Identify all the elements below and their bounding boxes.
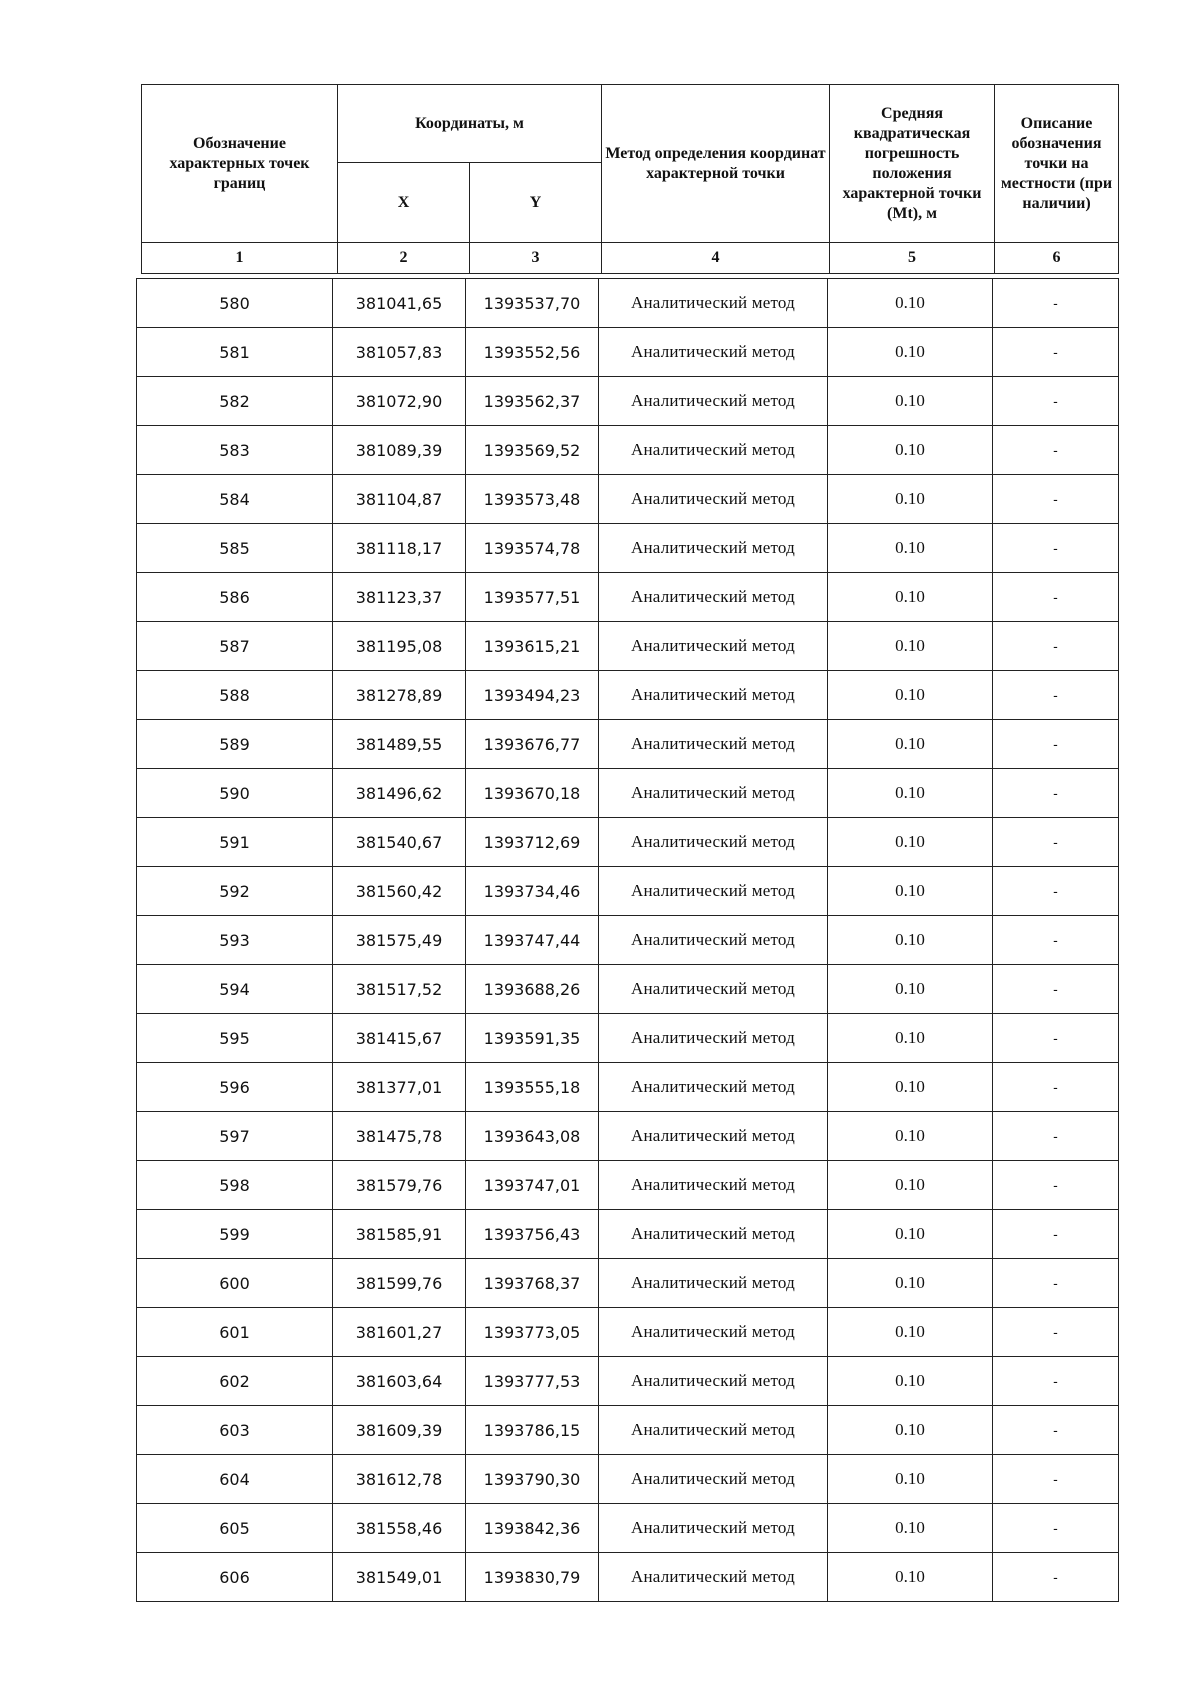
point-number: 581 bbox=[137, 328, 333, 377]
table-row bbox=[137, 279, 1119, 328]
error-value: 0.10 bbox=[828, 1455, 993, 1504]
description-cell: - bbox=[993, 1112, 1119, 1161]
method-cell: Аналитический метод bbox=[599, 573, 828, 622]
x-coordinate: 381558,46 bbox=[333, 1504, 466, 1553]
method-cell: Аналитический метод bbox=[599, 1308, 828, 1357]
x-coordinate: 381118,17 bbox=[333, 524, 466, 573]
error-value: 0.10 bbox=[828, 328, 993, 377]
y-coordinate: 1393494,23 bbox=[466, 671, 599, 720]
header-point-designation: Обозначение характерных точек границ bbox=[142, 85, 338, 243]
x-coordinate: 381575,49 bbox=[333, 916, 466, 965]
method-cell: Аналитический метод bbox=[599, 1553, 828, 1602]
point-number: 604 bbox=[137, 1455, 333, 1504]
description-cell: - bbox=[993, 1161, 1119, 1210]
table-row bbox=[137, 769, 1119, 818]
method-cell: Аналитический метод bbox=[599, 1259, 828, 1308]
table-row bbox=[137, 916, 1119, 965]
point-number: 590 bbox=[137, 769, 333, 818]
point-number: 587 bbox=[137, 622, 333, 671]
x-coordinate: 381278,89 bbox=[333, 671, 466, 720]
description-cell: - bbox=[993, 1259, 1119, 1308]
y-coordinate: 1393842,36 bbox=[466, 1504, 599, 1553]
point-number: 600 bbox=[137, 1259, 333, 1308]
description-cell: - bbox=[993, 1504, 1119, 1553]
table-row bbox=[137, 1308, 1119, 1357]
y-coordinate: 1393786,15 bbox=[466, 1406, 599, 1455]
y-coordinate: 1393591,35 bbox=[466, 1014, 599, 1063]
method-cell: Аналитический метод bbox=[599, 1504, 828, 1553]
x-coordinate: 381496,62 bbox=[333, 769, 466, 818]
point-number: 585 bbox=[137, 524, 333, 573]
description-cell: - bbox=[993, 1553, 1119, 1602]
x-coordinate: 381057,83 bbox=[333, 328, 466, 377]
method-cell: Аналитический метод bbox=[599, 1210, 828, 1259]
description-cell: - bbox=[993, 1406, 1119, 1455]
point-number: 603 bbox=[137, 1406, 333, 1455]
column-number: 6 bbox=[995, 243, 1119, 274]
table-header bbox=[141, 84, 1119, 274]
method-cell: Аналитический метод bbox=[599, 818, 828, 867]
description-cell: - bbox=[993, 818, 1119, 867]
y-coordinate: 1393734,46 bbox=[466, 867, 599, 916]
table-row bbox=[137, 524, 1119, 573]
table-row bbox=[137, 622, 1119, 671]
y-coordinate: 1393555,18 bbox=[466, 1063, 599, 1112]
point-number: 596 bbox=[137, 1063, 333, 1112]
method-cell: Аналитический метод bbox=[599, 328, 828, 377]
x-coordinate: 381612,78 bbox=[333, 1455, 466, 1504]
error-value: 0.10 bbox=[828, 1210, 993, 1259]
description-cell: - bbox=[993, 475, 1119, 524]
y-coordinate: 1393756,43 bbox=[466, 1210, 599, 1259]
table-row bbox=[137, 720, 1119, 769]
error-value: 0.10 bbox=[828, 426, 993, 475]
column-number: 2 bbox=[338, 243, 470, 274]
description-cell: - bbox=[993, 671, 1119, 720]
point-number: 591 bbox=[137, 818, 333, 867]
error-value: 0.10 bbox=[828, 1014, 993, 1063]
point-number: 584 bbox=[137, 475, 333, 524]
y-coordinate: 1393777,53 bbox=[466, 1357, 599, 1406]
table-row bbox=[137, 426, 1119, 475]
y-coordinate: 1393577,51 bbox=[466, 573, 599, 622]
x-coordinate: 381601,27 bbox=[333, 1308, 466, 1357]
column-number: 4 bbox=[602, 243, 830, 274]
x-coordinate: 381609,39 bbox=[333, 1406, 466, 1455]
method-cell: Аналитический метод bbox=[599, 377, 828, 426]
method-cell: Аналитический метод bbox=[599, 1161, 828, 1210]
method-cell: Аналитический метод bbox=[599, 867, 828, 916]
table-row bbox=[137, 328, 1119, 377]
description-cell: - bbox=[993, 1014, 1119, 1063]
description-cell: - bbox=[993, 965, 1119, 1014]
point-number: 597 bbox=[137, 1112, 333, 1161]
x-coordinate: 381104,87 bbox=[333, 475, 466, 524]
error-value: 0.10 bbox=[828, 867, 993, 916]
y-coordinate: 1393830,79 bbox=[466, 1553, 599, 1602]
x-coordinate: 381489,55 bbox=[333, 720, 466, 769]
method-cell: Аналитический метод bbox=[599, 1014, 828, 1063]
table-row bbox=[137, 1259, 1119, 1308]
error-value: 0.10 bbox=[828, 524, 993, 573]
point-number: 589 bbox=[137, 720, 333, 769]
y-coordinate: 1393712,69 bbox=[466, 818, 599, 867]
table-row bbox=[137, 671, 1119, 720]
table-row bbox=[137, 377, 1119, 426]
y-coordinate: 1393574,78 bbox=[466, 524, 599, 573]
error-value: 0.10 bbox=[828, 1063, 993, 1112]
point-number: 602 bbox=[137, 1357, 333, 1406]
point-number: 598 bbox=[137, 1161, 333, 1210]
table-row bbox=[137, 1014, 1119, 1063]
point-number: 592 bbox=[137, 867, 333, 916]
method-cell: Аналитический метод bbox=[599, 1406, 828, 1455]
y-coordinate: 1393573,48 bbox=[466, 475, 599, 524]
table-row bbox=[137, 818, 1119, 867]
x-coordinate: 381072,90 bbox=[333, 377, 466, 426]
x-coordinate: 381585,91 bbox=[333, 1210, 466, 1259]
method-cell: Аналитический метод bbox=[599, 1455, 828, 1504]
method-cell: Аналитический метод bbox=[599, 1112, 828, 1161]
point-number: 586 bbox=[137, 573, 333, 622]
description-cell: - bbox=[993, 720, 1119, 769]
description-cell: - bbox=[993, 328, 1119, 377]
error-value: 0.10 bbox=[828, 279, 993, 328]
y-coordinate: 1393768,37 bbox=[466, 1259, 599, 1308]
x-coordinate: 381517,52 bbox=[333, 965, 466, 1014]
description-cell: - bbox=[993, 426, 1119, 475]
point-number: 606 bbox=[137, 1553, 333, 1602]
description-cell: - bbox=[993, 1063, 1119, 1112]
error-value: 0.10 bbox=[828, 965, 993, 1014]
y-coordinate: 1393773,05 bbox=[466, 1308, 599, 1357]
table-row bbox=[137, 1357, 1119, 1406]
description-cell: - bbox=[993, 573, 1119, 622]
description-cell: - bbox=[993, 377, 1119, 426]
x-coordinate: 381540,67 bbox=[333, 818, 466, 867]
point-number: 601 bbox=[137, 1308, 333, 1357]
header-x: X bbox=[338, 163, 470, 243]
x-coordinate: 381475,78 bbox=[333, 1112, 466, 1161]
point-number: 582 bbox=[137, 377, 333, 426]
table-row bbox=[137, 1112, 1119, 1161]
y-coordinate: 1393537,70 bbox=[466, 279, 599, 328]
error-value: 0.10 bbox=[828, 671, 993, 720]
column-number: 1 bbox=[142, 243, 338, 274]
description-cell: - bbox=[993, 279, 1119, 328]
x-coordinate: 381089,39 bbox=[333, 426, 466, 475]
error-value: 0.10 bbox=[828, 1259, 993, 1308]
point-number: 588 bbox=[137, 671, 333, 720]
x-coordinate: 381579,76 bbox=[333, 1161, 466, 1210]
table-row bbox=[137, 1406, 1119, 1455]
description-cell: - bbox=[993, 1455, 1119, 1504]
table-row bbox=[137, 1504, 1119, 1553]
table-row bbox=[137, 1063, 1119, 1112]
y-coordinate: 1393552,56 bbox=[466, 328, 599, 377]
y-coordinate: 1393643,08 bbox=[466, 1112, 599, 1161]
error-value: 0.10 bbox=[828, 622, 993, 671]
description-cell: - bbox=[993, 1308, 1119, 1357]
x-coordinate: 381549,01 bbox=[333, 1553, 466, 1602]
error-value: 0.10 bbox=[828, 1357, 993, 1406]
header-method: Метод определения координат характерной точки bbox=[602, 85, 830, 243]
y-coordinate: 1393569,52 bbox=[466, 426, 599, 475]
error-value: 0.10 bbox=[828, 769, 993, 818]
error-value: 0.10 bbox=[828, 1406, 993, 1455]
column-number-row bbox=[142, 243, 1119, 274]
x-coordinate: 381560,42 bbox=[333, 867, 466, 916]
table-row bbox=[137, 1455, 1119, 1504]
header-y: Y bbox=[470, 163, 602, 243]
table-row bbox=[137, 1210, 1119, 1259]
error-value: 0.10 bbox=[828, 377, 993, 426]
x-coordinate: 381603,64 bbox=[333, 1357, 466, 1406]
point-number: 594 bbox=[137, 965, 333, 1014]
description-cell: - bbox=[993, 1210, 1119, 1259]
error-value: 0.10 bbox=[828, 475, 993, 524]
y-coordinate: 1393790,30 bbox=[466, 1455, 599, 1504]
error-value: 0.10 bbox=[828, 818, 993, 867]
point-number: 599 bbox=[137, 1210, 333, 1259]
table-row bbox=[137, 475, 1119, 524]
method-cell: Аналитический метод bbox=[599, 769, 828, 818]
method-cell: Аналитический метод bbox=[599, 671, 828, 720]
y-coordinate: 1393615,21 bbox=[466, 622, 599, 671]
method-cell: Аналитический метод bbox=[599, 916, 828, 965]
error-value: 0.10 bbox=[828, 1504, 993, 1553]
description-cell: - bbox=[993, 769, 1119, 818]
error-value: 0.10 bbox=[828, 1308, 993, 1357]
x-coordinate: 381377,01 bbox=[333, 1063, 466, 1112]
header-error: Средняя квадратическая погрешность положения характерной точки (Mt), м bbox=[830, 85, 995, 243]
method-cell: Аналитический метод bbox=[599, 524, 828, 573]
y-coordinate: 1393670,18 bbox=[466, 769, 599, 818]
table-row bbox=[137, 965, 1119, 1014]
point-number: 593 bbox=[137, 916, 333, 965]
method-cell: Аналитический метод bbox=[599, 475, 828, 524]
description-cell: - bbox=[993, 867, 1119, 916]
point-number: 605 bbox=[137, 1504, 333, 1553]
table-row bbox=[137, 1553, 1119, 1602]
error-value: 0.10 bbox=[828, 916, 993, 965]
header-description: Описание обозначения точки на местности (при наличии) bbox=[995, 85, 1119, 243]
column-number: 3 bbox=[470, 243, 602, 274]
error-value: 0.10 bbox=[828, 1553, 993, 1602]
description-cell: - bbox=[993, 622, 1119, 671]
y-coordinate: 1393747,44 bbox=[466, 916, 599, 965]
method-cell: Аналитический метод bbox=[599, 965, 828, 1014]
point-number: 595 bbox=[137, 1014, 333, 1063]
x-coordinate: 381195,08 bbox=[333, 622, 466, 671]
x-coordinate: 381123,37 bbox=[333, 573, 466, 622]
description-cell: - bbox=[993, 1357, 1119, 1406]
table-row bbox=[137, 573, 1119, 622]
method-cell: Аналитический метод bbox=[599, 426, 828, 475]
error-value: 0.10 bbox=[828, 1161, 993, 1210]
method-cell: Аналитический метод bbox=[599, 622, 828, 671]
table-row bbox=[137, 1161, 1119, 1210]
x-coordinate: 381415,67 bbox=[333, 1014, 466, 1063]
method-cell: Аналитический метод bbox=[599, 1063, 828, 1112]
description-cell: - bbox=[993, 524, 1119, 573]
y-coordinate: 1393688,26 bbox=[466, 965, 599, 1014]
point-number: 583 bbox=[137, 426, 333, 475]
method-cell: Аналитический метод bbox=[599, 1357, 828, 1406]
error-value: 0.10 bbox=[828, 573, 993, 622]
method-cell: Аналитический метод bbox=[599, 720, 828, 769]
table-row bbox=[137, 867, 1119, 916]
x-coordinate: 381041,65 bbox=[333, 279, 466, 328]
x-coordinate: 381599,76 bbox=[333, 1259, 466, 1308]
table-body bbox=[137, 279, 1119, 1602]
coordinates-table bbox=[136, 278, 1119, 1602]
y-coordinate: 1393747,01 bbox=[466, 1161, 599, 1210]
error-value: 0.10 bbox=[828, 1112, 993, 1161]
point-number: 580 bbox=[137, 279, 333, 328]
description-cell: - bbox=[993, 916, 1119, 965]
method-cell: Аналитический метод bbox=[599, 279, 828, 328]
y-coordinate: 1393562,37 bbox=[466, 377, 599, 426]
column-number: 5 bbox=[830, 243, 995, 274]
error-value: 0.10 bbox=[828, 720, 993, 769]
y-coordinate: 1393676,77 bbox=[466, 720, 599, 769]
header-coordinates: Координаты, м bbox=[338, 85, 602, 163]
